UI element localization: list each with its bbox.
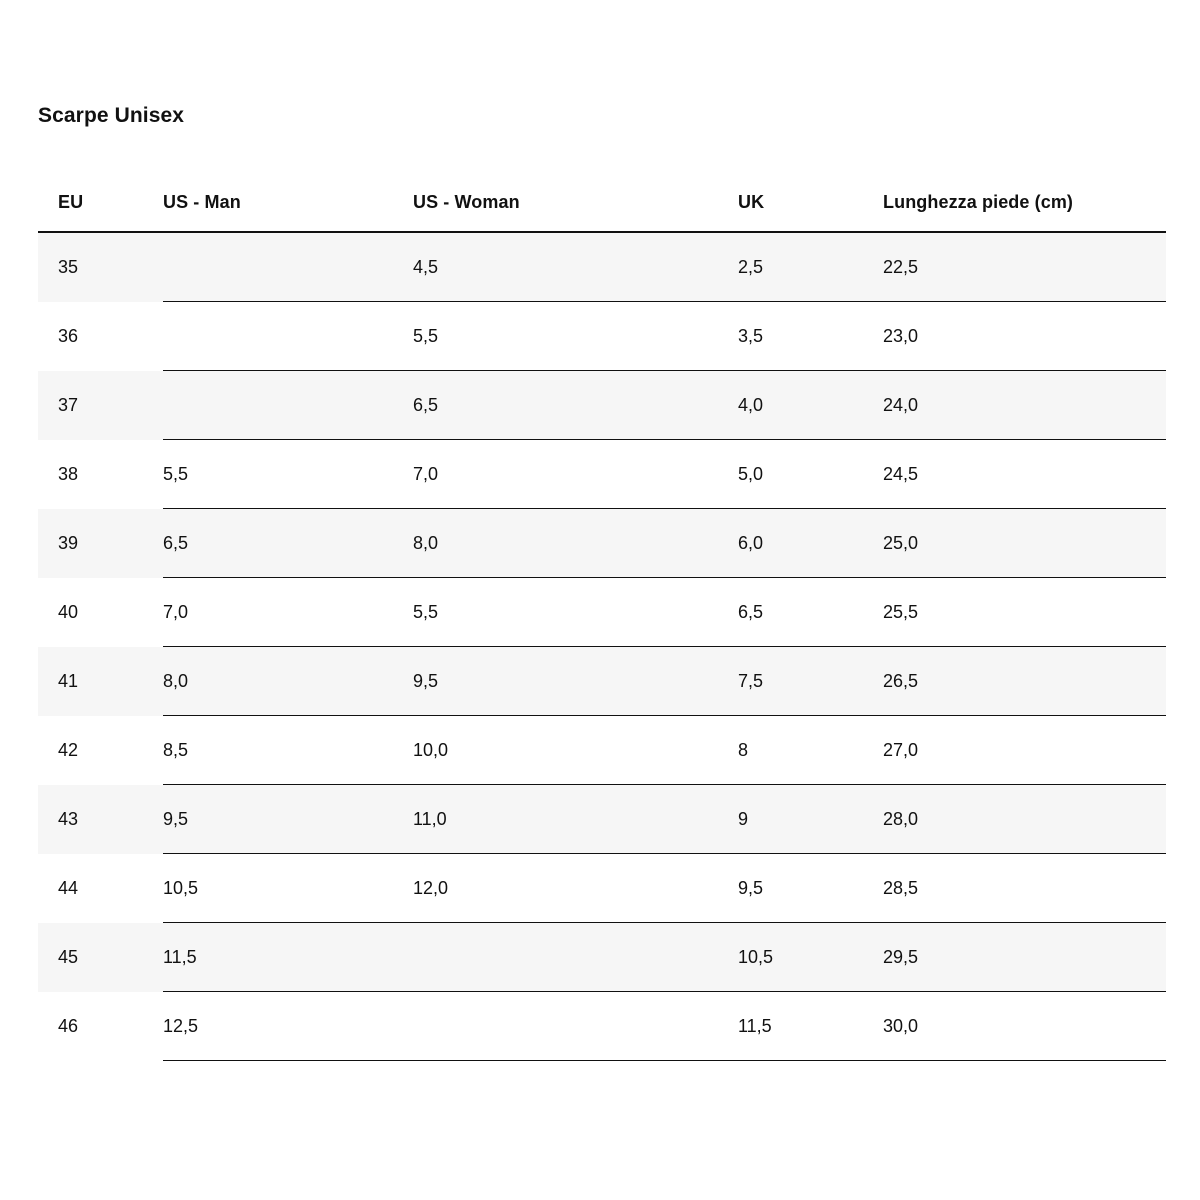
table-cell bbox=[163, 716, 413, 785]
table-row bbox=[38, 992, 1166, 1061]
table-cell bbox=[883, 992, 1166, 1061]
table-cell bbox=[413, 716, 738, 785]
table-row bbox=[38, 923, 1166, 992]
table-cell bbox=[163, 647, 413, 716]
table-cell-value: 8 bbox=[738, 739, 749, 760]
table-cell-value: 30,0 bbox=[883, 1015, 919, 1036]
table-body bbox=[38, 232, 1166, 1061]
table-cell bbox=[738, 785, 883, 854]
table-cell bbox=[413, 923, 738, 992]
table-cell-value: 8,0 bbox=[163, 670, 189, 691]
table-cell-value: 8,0 bbox=[413, 532, 439, 553]
table-cell bbox=[163, 509, 413, 578]
table-cell bbox=[413, 232, 738, 302]
table-cell-value: 40 bbox=[58, 601, 79, 622]
table-cell-value: 28,5 bbox=[883, 877, 919, 898]
table-cell-value: 46 bbox=[58, 1015, 79, 1036]
table-row bbox=[38, 854, 1166, 923]
table-cell bbox=[38, 647, 163, 716]
table-cell bbox=[883, 371, 1166, 440]
table-cell-value: 25,0 bbox=[883, 532, 919, 553]
table-cell-value: 8,5 bbox=[163, 739, 189, 760]
table-cell-value: 9,5 bbox=[413, 670, 439, 691]
table-cell bbox=[738, 854, 883, 923]
page-title: Scarpe Unisex bbox=[38, 104, 185, 127]
table-cell bbox=[163, 923, 413, 992]
table-cell-value: 45 bbox=[58, 946, 79, 967]
table-row bbox=[38, 509, 1166, 578]
table-header bbox=[38, 182, 1166, 232]
table-cell bbox=[38, 854, 163, 923]
table-cell bbox=[163, 440, 413, 509]
table-cell bbox=[883, 854, 1166, 923]
table-cell bbox=[883, 232, 1166, 302]
table-cell bbox=[738, 647, 883, 716]
table-cell bbox=[413, 854, 738, 923]
table-cell bbox=[413, 509, 738, 578]
table-cell bbox=[413, 785, 738, 854]
table-cell-value: 22,5 bbox=[883, 256, 919, 277]
table-cell bbox=[38, 232, 163, 302]
table-cell bbox=[38, 992, 163, 1061]
column-header-eu: EU bbox=[38, 182, 163, 232]
table-row bbox=[38, 785, 1166, 854]
table-cell-value: 9 bbox=[738, 808, 749, 829]
table-cell-value: 37 bbox=[58, 394, 79, 415]
column-header-us-man: US - Man bbox=[163, 182, 413, 232]
table-cell-value: 36 bbox=[58, 325, 79, 346]
table-cell-value: 12,0 bbox=[413, 877, 449, 898]
table-row bbox=[38, 302, 1166, 371]
table-cell-value: 4,5 bbox=[413, 256, 439, 277]
table-cell-value: 10,0 bbox=[413, 739, 449, 760]
table-cell bbox=[738, 578, 883, 647]
table-cell-value: 41 bbox=[58, 670, 79, 691]
table-cell-value: 11,5 bbox=[163, 946, 197, 967]
table-cell-value: 43 bbox=[58, 808, 79, 829]
table-row bbox=[38, 232, 1166, 302]
table-cell bbox=[738, 992, 883, 1061]
table-cell bbox=[38, 716, 163, 785]
table-row bbox=[38, 647, 1166, 716]
table-cell-value: 11,5 bbox=[738, 1015, 772, 1036]
table-cell-value: 6,5 bbox=[163, 532, 189, 553]
table-cell bbox=[738, 509, 883, 578]
table-cell bbox=[163, 578, 413, 647]
table-cell bbox=[413, 371, 738, 440]
table-header-row bbox=[38, 182, 1166, 232]
table-cell-value: 42 bbox=[58, 739, 79, 760]
table-cell-value: 9,5 bbox=[163, 808, 189, 829]
table-cell bbox=[38, 371, 163, 440]
table-cell bbox=[413, 578, 738, 647]
size-table bbox=[38, 182, 1166, 1061]
table-cell bbox=[883, 509, 1166, 578]
table-cell bbox=[883, 785, 1166, 854]
column-header-us-woman: US - Woman bbox=[413, 182, 738, 232]
table-cell-value: 6,5 bbox=[413, 394, 439, 415]
table-row bbox=[38, 440, 1166, 509]
table-cell bbox=[38, 509, 163, 578]
table-cell bbox=[163, 785, 413, 854]
table-cell-value: 5,5 bbox=[163, 463, 189, 484]
table-cell-value: 29,5 bbox=[883, 946, 919, 967]
table-cell bbox=[738, 923, 883, 992]
column-header-foot-length: Lunghezza piede (cm) bbox=[883, 182, 1166, 232]
table-cell-value: 7,0 bbox=[413, 463, 439, 484]
table-cell bbox=[38, 578, 163, 647]
table-cell-value: 7,0 bbox=[163, 601, 189, 622]
table-cell-value: 44 bbox=[58, 877, 79, 898]
table-cell bbox=[883, 716, 1166, 785]
table-cell bbox=[38, 302, 163, 371]
table-cell bbox=[738, 232, 883, 302]
table-cell-value: 7,5 bbox=[738, 670, 764, 691]
table-cell bbox=[163, 854, 413, 923]
table-cell-value: 38 bbox=[58, 463, 79, 484]
table-cell bbox=[163, 371, 413, 440]
table-cell bbox=[883, 578, 1166, 647]
table-cell-value: 25,5 bbox=[883, 601, 919, 622]
table-cell-value: 23,0 bbox=[883, 325, 919, 346]
table-cell-value: 11,0 bbox=[413, 808, 447, 829]
table-cell bbox=[883, 440, 1166, 509]
table-cell-value: 5,5 bbox=[413, 325, 439, 346]
table-cell-value: 26,5 bbox=[883, 670, 919, 691]
table-cell bbox=[413, 647, 738, 716]
table-cell-value: 35 bbox=[58, 256, 79, 277]
table-row bbox=[38, 716, 1166, 785]
table-cell-value: 10,5 bbox=[163, 877, 199, 898]
table-cell bbox=[163, 232, 413, 302]
table-row bbox=[38, 578, 1166, 647]
table-cell bbox=[38, 785, 163, 854]
table-cell bbox=[38, 440, 163, 509]
table-cell bbox=[883, 302, 1166, 371]
table-cell-value: 6,0 bbox=[738, 532, 764, 553]
table-cell bbox=[738, 302, 883, 371]
table-cell-value: 12,5 bbox=[163, 1015, 199, 1036]
table-cell-value: 9,5 bbox=[738, 877, 764, 898]
table-cell-value: 5,0 bbox=[738, 463, 764, 484]
size-table-container bbox=[38, 182, 1166, 1061]
table-cell bbox=[413, 440, 738, 509]
table-cell bbox=[883, 923, 1166, 992]
table-cell-value: 27,0 bbox=[883, 739, 919, 760]
table-cell-value: 39 bbox=[58, 532, 79, 553]
table-cell bbox=[738, 440, 883, 509]
table-cell bbox=[413, 302, 738, 371]
table-cell bbox=[738, 371, 883, 440]
table-cell bbox=[163, 302, 413, 371]
table-cell-value: 2,5 bbox=[738, 256, 764, 277]
table-cell-value: 24,5 bbox=[883, 463, 919, 484]
table-cell-value: 4,0 bbox=[738, 394, 764, 415]
table-cell-value: 24,0 bbox=[883, 394, 919, 415]
column-header-uk: UK bbox=[738, 182, 883, 232]
table-cell-value: 3,5 bbox=[738, 325, 764, 346]
table-cell-value: 5,5 bbox=[413, 601, 439, 622]
table-cell bbox=[38, 923, 163, 992]
table-cell bbox=[413, 992, 738, 1061]
table-cell bbox=[163, 992, 413, 1061]
table-cell-value: 6,5 bbox=[738, 601, 764, 622]
table-row bbox=[38, 371, 1166, 440]
table-cell-value: 28,0 bbox=[883, 808, 919, 829]
table-cell bbox=[883, 647, 1166, 716]
table-cell bbox=[738, 716, 883, 785]
table-cell-value: 10,5 bbox=[738, 946, 774, 967]
